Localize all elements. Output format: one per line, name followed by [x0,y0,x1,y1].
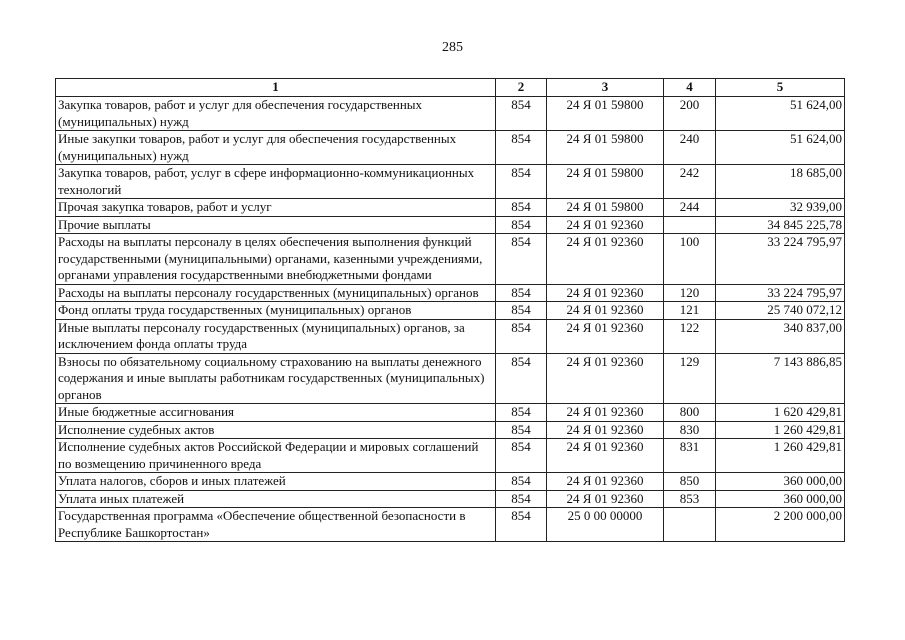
amount: 360 000,00 [716,490,845,508]
amount: 1 620 429,81 [716,404,845,422]
item-name: Иные бюджетные ассигнования [56,404,496,422]
table-row [56,508,845,542]
amount: 360 000,00 [716,473,845,491]
expense-kind: 200 [664,97,716,131]
header-col-1: 1 [56,79,496,97]
expense-kind: 122 [664,319,716,353]
amount: 32 939,00 [716,199,845,217]
item-name: Исполнение судебных актов Российской Федерации и мировых соглашений по возмещению причиненного вреда [56,439,496,473]
ministry-code: 854 [496,439,547,473]
expense-kind: 830 [664,421,716,439]
item-name: Фонд оплаты труда государственных (муниципальных) органов [56,302,496,320]
page-number: 285 [442,40,463,55]
table-row [56,165,845,199]
amount: 18 685,00 [716,165,845,199]
item-name: Прочая закупка товаров, работ и услуг [56,199,496,217]
amount: 33 224 795,97 [716,284,845,302]
item-name: Иные закупки товаров, работ и услуг для обеспечения государственных (муниципальных) нужд [56,131,496,165]
table-row [56,302,845,320]
expense-kind: 853 [664,490,716,508]
ministry-code: 854 [496,404,547,422]
ministry-code: 854 [496,421,547,439]
ministry-code: 854 [496,284,547,302]
table-row [56,353,845,404]
ministry-code: 854 [496,97,547,131]
amount: 51 624,00 [716,97,845,131]
expense-kind: 850 [664,473,716,491]
table-row [56,439,845,473]
table-row [56,199,845,217]
target-code: 24 Я 01 59800 [547,131,664,165]
table-row [56,284,845,302]
ministry-code: 854 [496,234,547,285]
expense-kind: 244 [664,199,716,217]
item-name: Расходы на выплаты персоналу в целях обеспечения выполнения функций государственными (муниципальными) органами, казенными учреждениями, органами управления государственными внебюджетными фондами [56,234,496,285]
ministry-code: 854 [496,319,547,353]
target-code: 24 Я 01 59800 [547,165,664,199]
target-code: 24 Я 01 92360 [547,234,664,285]
target-code: 24 Я 01 92360 [547,284,664,302]
target-code: 24 Я 01 92360 [547,302,664,320]
amount: 340 837,00 [716,319,845,353]
header-row [56,79,845,97]
amount: 2 200 000,00 [716,508,845,542]
target-code: 24 Я 01 92360 [547,216,664,234]
ministry-code: 854 [496,216,547,234]
expense-kind: 831 [664,439,716,473]
header-col-2: 2 [496,79,547,97]
table-row [56,490,845,508]
table-row [56,473,845,491]
amount: 51 624,00 [716,131,845,165]
amount: 7 143 886,85 [716,353,845,404]
expense-kind [664,216,716,234]
table-row [56,319,845,353]
amount: 1 260 429,81 [716,439,845,473]
expense-kind [664,508,716,542]
expense-kind: 100 [664,234,716,285]
header-col-3: 3 [547,79,664,97]
target-code: 24 Я 01 59800 [547,199,664,217]
budget-table [55,78,845,542]
ministry-code: 854 [496,131,547,165]
amount: 34 845 225,78 [716,216,845,234]
item-name: Взносы по обязательному социальному страхованию на выплаты денежного содержания и иные выплаты работникам государственных (муниципальных) органов [56,353,496,404]
amount: 33 224 795,97 [716,234,845,285]
target-code: 24 Я 01 92360 [547,439,664,473]
table-row [56,216,845,234]
target-code: 24 Я 01 92360 [547,473,664,491]
table-row [56,131,845,165]
table-row [56,404,845,422]
amount: 25 740 072,12 [716,302,845,320]
ministry-code: 854 [496,199,547,217]
item-name: Расходы на выплаты персоналу государственных (муниципальных) органов [56,284,496,302]
ministry-code: 854 [496,508,547,542]
ministry-code: 854 [496,302,547,320]
expense-kind: 242 [664,165,716,199]
target-code: 24 Я 01 92360 [547,421,664,439]
item-name: Государственная программа «Обеспечение общественной безопасности в Республике Башкортостан» [56,508,496,542]
expense-kind: 121 [664,302,716,320]
target-code: 24 Я 01 92360 [547,353,664,404]
ministry-code: 854 [496,353,547,404]
target-code: 25 0 00 00000 [547,508,664,542]
ministry-code: 854 [496,165,547,199]
table-row [56,421,845,439]
target-code: 24 Я 01 92360 [547,404,664,422]
item-name: Исполнение судебных актов [56,421,496,439]
item-name: Закупка товаров, работ и услуг для обеспечения государственных (муниципальных) нужд [56,97,496,131]
target-code: 24 Я 01 92360 [547,319,664,353]
target-code: 24 Я 01 92360 [547,490,664,508]
table-row [56,234,845,285]
item-name: Уплата иных платежей [56,490,496,508]
item-name: Закупка товаров, работ, услуг в сфере информационно-коммуникационных технологий [56,165,496,199]
item-name: Уплата налогов, сборов и иных платежей [56,473,496,491]
item-name: Прочие выплаты [56,216,496,234]
ministry-code: 854 [496,473,547,491]
amount: 1 260 429,81 [716,421,845,439]
target-code: 24 Я 01 59800 [547,97,664,131]
expense-kind: 129 [664,353,716,404]
expense-kind: 120 [664,284,716,302]
ministry-code: 854 [496,490,547,508]
header-col-5: 5 [716,79,845,97]
expense-kind: 240 [664,131,716,165]
item-name: Иные выплаты персоналу государственных (муниципальных) органов, за исключением фонда оплаты труда [56,319,496,353]
table-row [56,97,845,131]
expense-kind: 800 [664,404,716,422]
header-col-4: 4 [664,79,716,97]
